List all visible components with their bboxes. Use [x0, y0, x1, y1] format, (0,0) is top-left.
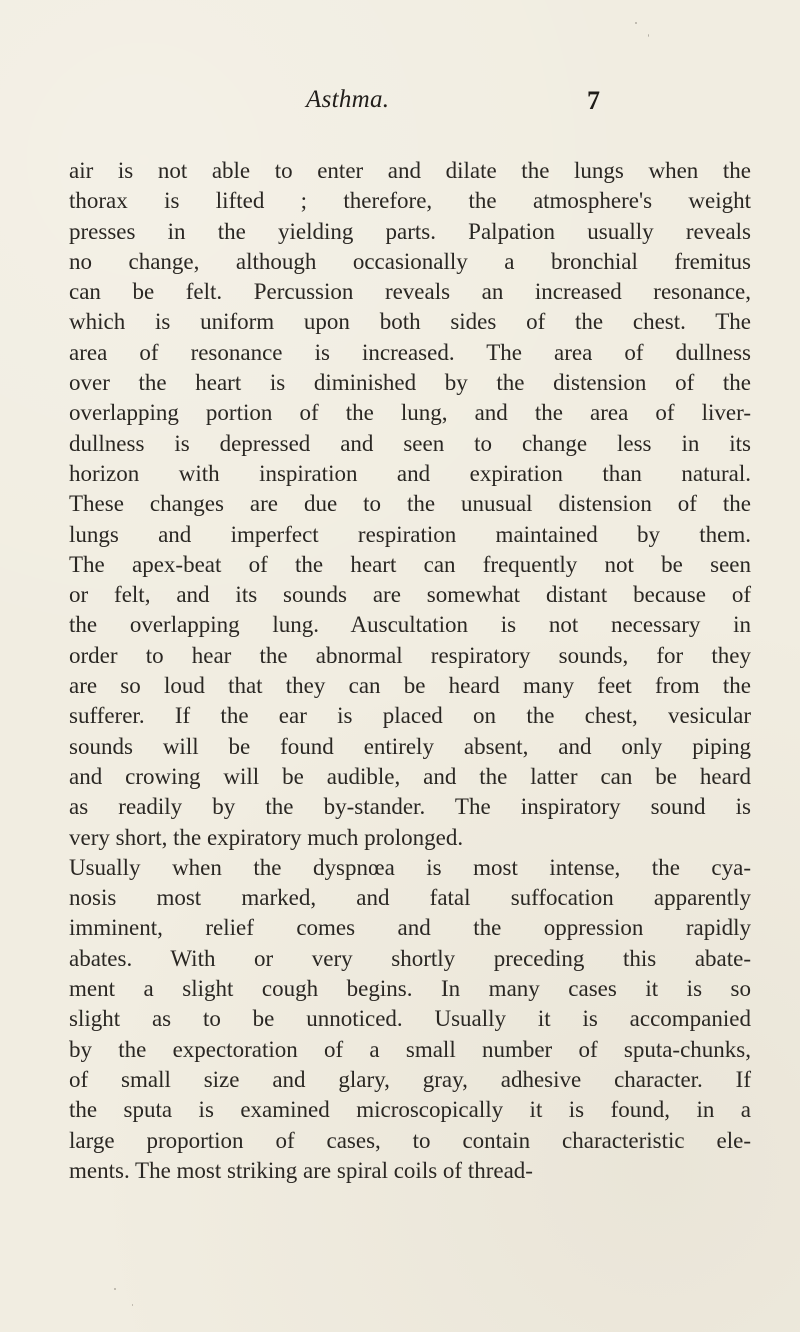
text-line: as readily by the by-stander. The inspiratory sound is: [69, 794, 751, 820]
text-line: presses in the yielding parts. Palpation usually reveals: [69, 218, 751, 244]
text-line: sufferer. If the ear is placed on the chest, vesicular: [69, 703, 751, 729]
text-line: dullness is depressed and seen to change less in its: [69, 430, 751, 456]
text-line: lungs and imperfect respiration maintained by them.: [69, 521, 751, 547]
text-line: thorax is lifted ; therefore, the atmosphere's weight: [69, 188, 751, 214]
page-header: [0, 86, 800, 126]
body-text: [69, 156, 751, 1186]
text-line: These changes are due to the unusual distension of the: [69, 491, 751, 517]
page-number: 7: [587, 86, 600, 115]
paper-speck: [635, 22, 637, 24]
text-line: can be felt. Percussion reveals an increased resonance,: [69, 279, 751, 305]
text-line: and crowing will be audible, and the latter can be heard: [69, 763, 751, 789]
running-title: Asthma.: [306, 86, 390, 113]
text-line: air is not able to enter and dilate the lungs when the: [69, 158, 751, 183]
text-line: order to hear the abnormal respiratory sounds, for they: [69, 642, 751, 668]
text-line: large proportion of cases, to contain characteristic ele-: [69, 1127, 751, 1153]
text-line: abates. With or very shortly preceding this abate-: [69, 945, 751, 971]
paper-speck: [132, 1304, 133, 1306]
text-line: horizon with inspiration and expiration than natural.: [69, 460, 751, 486]
text-line: area of resonance is increased. The area of dullness: [69, 339, 751, 365]
text-line: over the heart is diminished by the distension of the: [69, 370, 751, 396]
text-line: overlapping portion of the lung, and the area of liver-: [69, 400, 751, 426]
text-line: by the expectoration of a small number of sputa-chunks,: [69, 1036, 751, 1062]
text-line: are so loud that they can be heard many feet from the: [69, 673, 751, 699]
text-line: nosis most marked, and fatal suffocation apparently: [69, 885, 751, 911]
text-line: very short, the expiratory much prolonged.: [69, 824, 464, 850]
text-line: no change, although occasionally a bronchial fremitus: [69, 248, 751, 274]
text-line: slight as to be unnoticed. Usually it is accompanied: [69, 1006, 751, 1032]
text-line: sounds will be found entirely absent, and only piping: [69, 733, 751, 759]
text-line: imminent, relief comes and the oppression rapidly: [69, 915, 751, 941]
text-line: the sputa is examined microscopically it is found, in a: [69, 1097, 751, 1123]
text-line: ments. The most striking are spiral coils of thread-: [69, 1157, 533, 1183]
paper-speck: [648, 34, 649, 37]
paper-speck: [114, 1288, 116, 1290]
text-line: which is uniform upon both sides of the chest. The: [69, 309, 751, 335]
text-line: or felt, and its sounds are somewhat distant because of: [69, 582, 751, 608]
text-line: The apex-beat of the heart can frequently not be seen: [69, 551, 751, 577]
text-line: ment a slight cough begins. In many cases it is so: [69, 976, 751, 1002]
text-line: Usually when the dyspnœa is most intense, the cya-: [69, 854, 751, 880]
text-line: the overlapping lung. Auscultation is not necessary in: [69, 612, 751, 638]
text-line: of small size and glary, gray, adhesive character. If: [69, 1066, 751, 1092]
